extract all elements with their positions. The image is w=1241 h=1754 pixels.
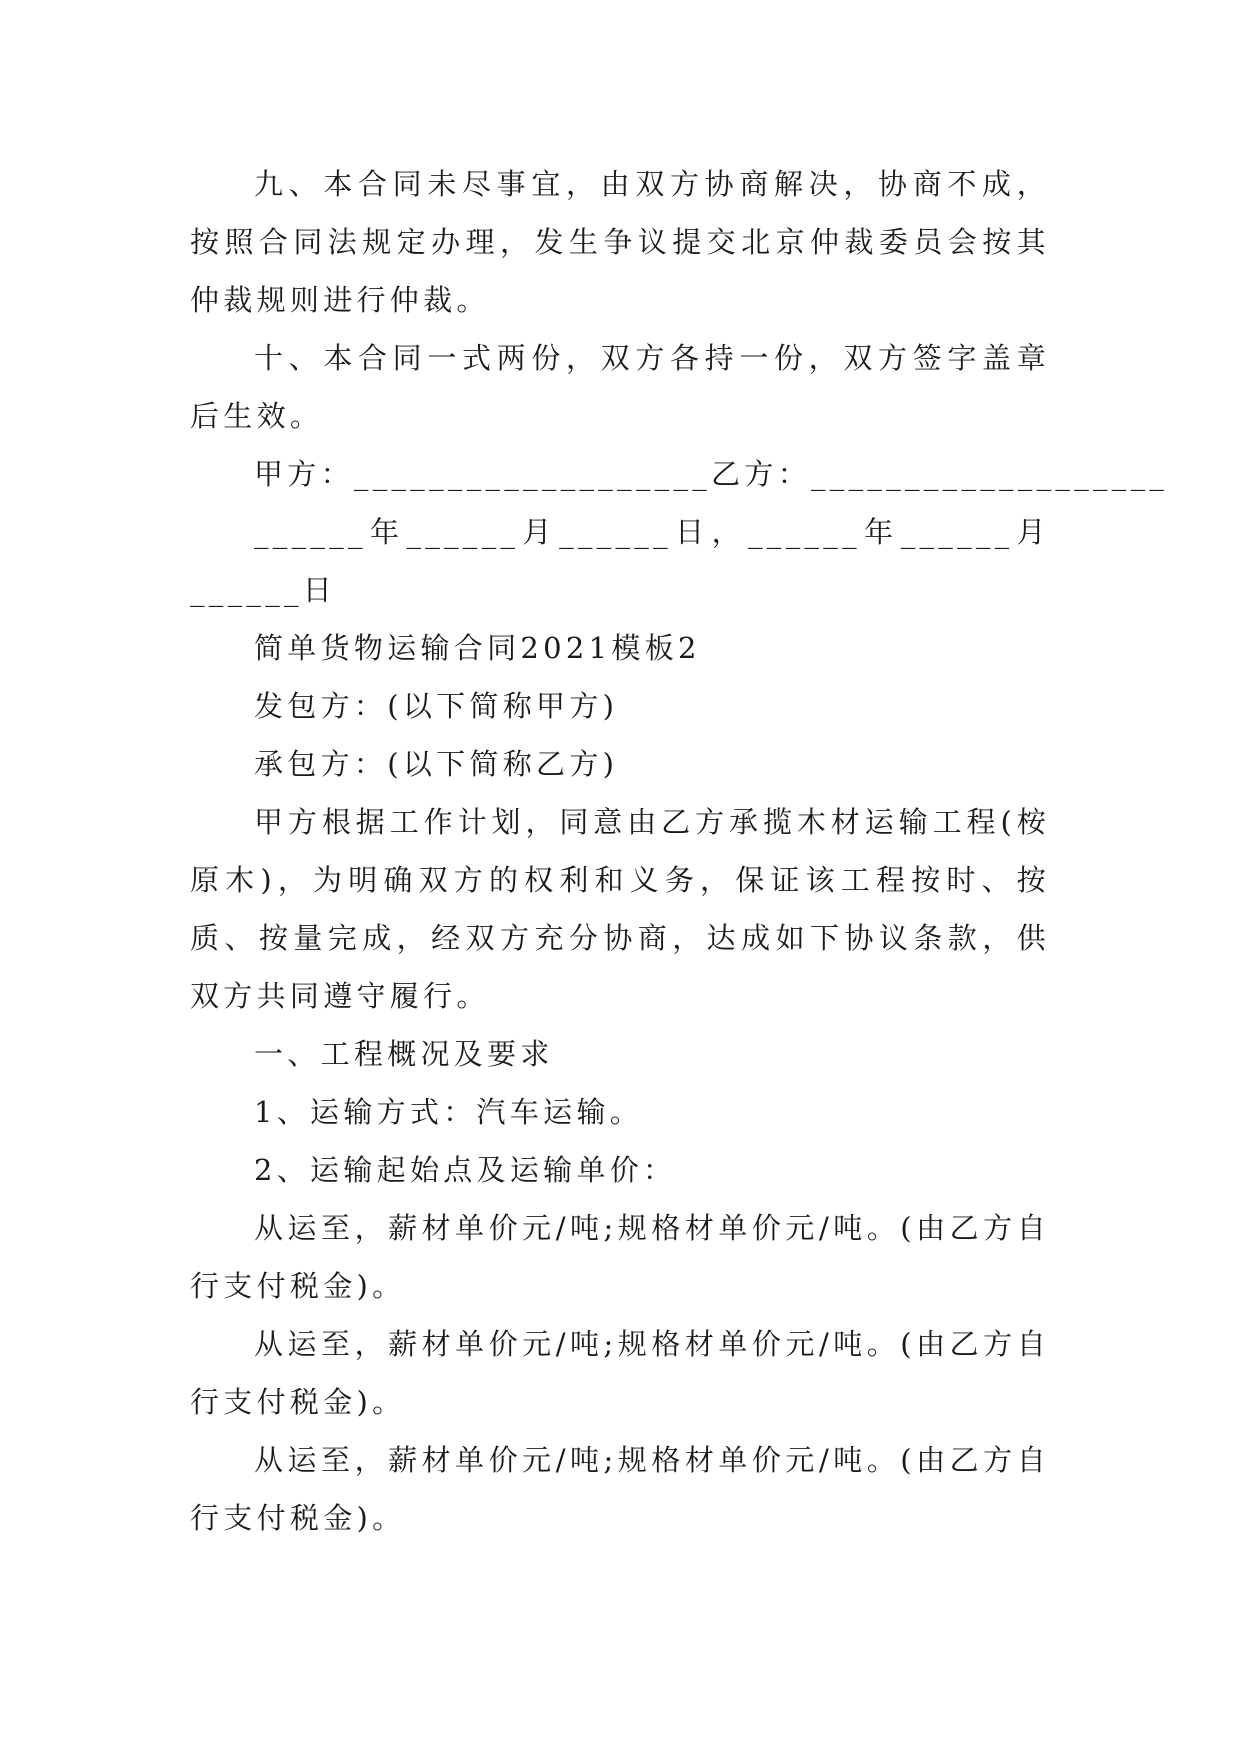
document-body (190, 155, 1169, 1547)
route-price-row: 从运至，薪材单价元/吨;规格材单价元/吨。(由乙方自行支付税金)。 (190, 1211, 1050, 1303)
section-title: 简单货物运输合同2021模板2 (254, 631, 701, 665)
heading-project-overview: 一、工程概况及要求 (254, 1037, 554, 1071)
clause-nine: 九、本合同未尽事宜，由双方协商解决，协商不成，按照合同法规定办理，发生争议提交北京仲裁委员会按其仲裁规则进行仲裁。 (190, 167, 1050, 317)
route-price-row: 从运至，薪材单价元/吨;规格材单价元/吨。(由乙方自行支付税金)。 (190, 1327, 1050, 1419)
date-line: ______年______月______日，______年______月______日 (190, 515, 1050, 607)
item-route-price: 2、运输起始点及运输单价： (254, 1153, 677, 1187)
clause-ten: 十、本合同一式两份，双方各持一份，双方签字盖章后生效。 (190, 341, 1050, 433)
item-transport-mode: 1、运输方式：汽车运输。 (254, 1095, 644, 1129)
intro-paragraph: 甲方根据工作计划，同意由乙方承揽木材运输工程(桉原木)，为明确双方的权利和义务，保证该工程按时、按质、按量完成，经双方充分协商，达成如下协议条款，供双方共同遵守履行。 (190, 805, 1050, 1013)
party-b-line: 承包方：(以下简称乙方) (254, 747, 619, 781)
signature-line: 甲方：___________________乙方：___________________ (254, 457, 1169, 491)
route-price-row: 从运至，薪材单价元/吨;规格材单价元/吨。(由乙方自行支付税金)。 (190, 1443, 1050, 1535)
party-a-line: 发包方：(以下简称甲方) (254, 689, 619, 723)
